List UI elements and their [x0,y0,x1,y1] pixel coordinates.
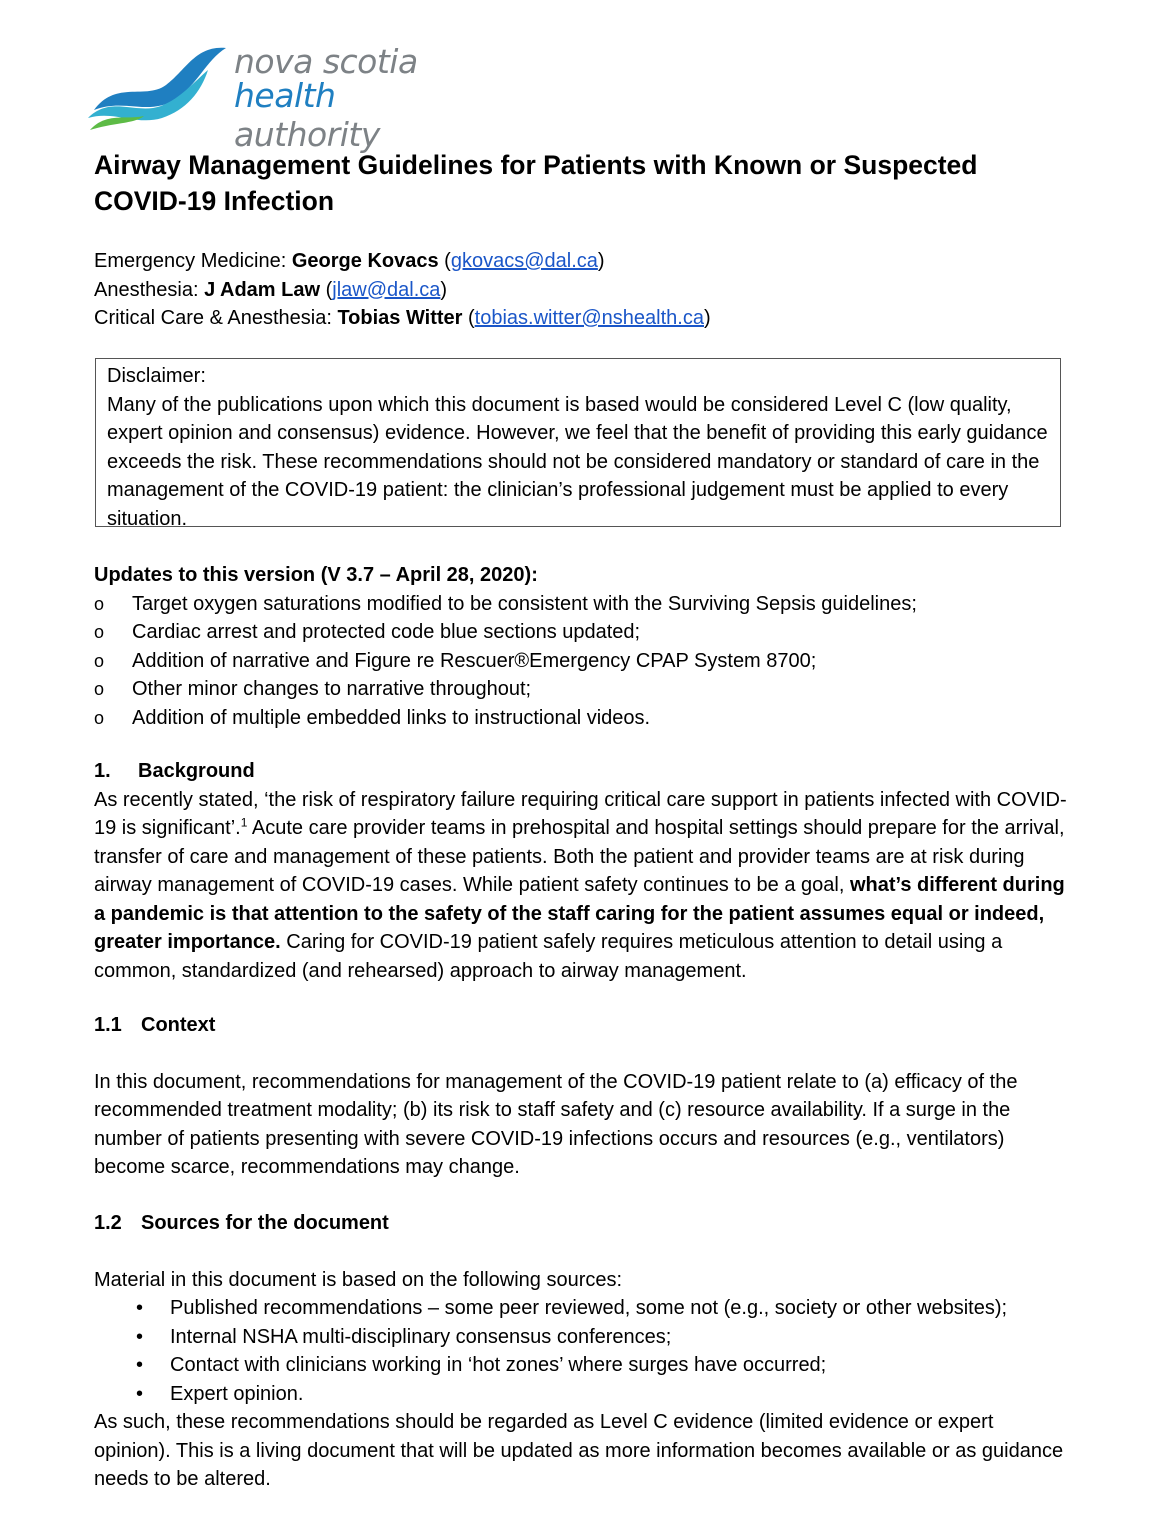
author-line [94,276,1054,305]
list-item-text: Other minor changes to narrative throughout; [132,678,532,700]
list-item [94,590,1074,619]
author-line [94,304,1054,333]
circle-bullet-icon: o [94,679,105,699]
list-item-text: Contact with clinicians working in ‘hot zones’ where surges have occurred; [170,1354,827,1376]
list-item [94,675,1074,704]
list-item [94,1351,1074,1380]
list-item-text: Cardiac arrest and protected code blue sections updated; [132,621,641,643]
list-item-text: Target oxygen saturations modified to be consistent with the Surviving Sepsis guidelines; [132,592,917,615]
background-paragraph [94,786,1074,986]
list-item [94,1323,1074,1352]
paren-open: ( [320,278,333,301]
updates-heading: Updates to this version (V 3.7 – April 28, 2020): [94,564,538,586]
section-heading [94,1209,1074,1238]
list-item-text: Internal NSHA multi-disciplinary consensus conferences; [170,1325,672,1348]
author-role: Anesthesia: [94,278,205,301]
list-item [94,647,1074,676]
circle-bullet-icon: o [94,707,105,728]
list-item [94,618,1074,647]
list-item-text: Published recommendations – some peer reviewed, some not (e.g., society or other websites); [170,1297,1008,1319]
emphasis-text: what’s different during a pandemic is that attention to the safety of the staff caring for the patient assumes equal or indeed, greater importance. [94,874,1065,953]
list-item [94,1380,1074,1409]
email-link[interactable]: gkovacs@dal.ca [450,250,598,272]
document-title: Airway Management Guidelines for Patients with Known or Suspected COVID-19 Infection [94,150,978,216]
paren-open: ( [462,307,475,329]
circle-bullet-icon: o [94,622,105,642]
paragraph-text: Acute care provider teams in prehospital and hospital settings should prepare for the arrival, transfer of care and management of these patients. Both the patient and provider teams are at risk during airway management of COVID-19 cases. While patient safety continues to be a goal, [94,817,1065,896]
updates-section [94,561,1074,732]
author-role: Critical Care & Anesthesia: [94,307,338,329]
author-name: J Adam Law [204,278,321,301]
bullet-icon: • [136,1297,144,1319]
section-number: 1. [94,760,111,782]
paren-close: ) [440,278,448,301]
section-title: Sources for the document [141,1212,389,1234]
section-heading [94,1011,1074,1040]
list-item [94,704,1074,733]
circle-bullet-icon: o [94,593,105,614]
paragraph-text: As recently stated, ‘the risk of respiratory failure requiring critical care support in patients infected with COVID-19 is significant’. [94,788,1067,839]
bullet-icon: • [136,1325,144,1348]
paren-close: ) [703,307,711,329]
logo-line2-rest: authority [234,115,380,154]
disclaimer-box [95,358,1061,530]
bullet-icon: • [136,1354,144,1376]
sources-section [94,1209,1074,1494]
author-line [94,247,1054,276]
disclaimer-body: Many of the publications upon which this document is based would be considered Level C (low quality, expert opinion and consensus) evidence. However, we feel that the benefit of providing this early guidance exceeds the risk. These recommendations should not be considered mandatory or standard of care in the management of the COVID-19 patient: the clinician’s professional judgement must be applied to every situation. [107,393,1048,530]
email-link[interactable]: tobias.witter@nshealth.ca [474,307,704,329]
context-paragraph: In this document, recommendations for management of the COVID-19 patient relate to (a) efficacy of the recommended treatment modality; (b) its risk to staff safety and (c) resource availability. If a surge in the number of patients presenting with severe COVID-19 infections occurs and resources (e.g., ventilators) become scarce, recommendations may change. [94,1070,1018,1178]
list-item [94,1294,1074,1323]
disclaimer-label: Disclaimer: [107,365,206,387]
authors-block [94,247,1054,333]
author-name: Tobias Witter [337,307,463,329]
bullet-icon: • [136,1382,144,1405]
background-section [94,757,1074,985]
section-heading [94,757,1074,786]
context-section [94,1011,1074,1182]
section-title: Context [141,1014,216,1036]
section-number: 1.1 [94,1014,122,1036]
sources-intro: Material in this document is based on the following sources: [94,1268,623,1291]
section-number: 1.2 [94,1212,122,1234]
sources-outro: As such, these recommendations should be regarded as Level C evidence (limited evidence or expert opinion). This is a living document that will be updated as more information becomes available or as guidance needs to be altered. [94,1411,1064,1490]
paragraph-text: Caring for COVID-19 patient safely requires meticulous attention to detail using a common, standardized (and rehearsed) approach to airway management. [94,931,1003,982]
footnote-ref: 1 [240,815,248,830]
paren-open: ( [438,250,451,272]
updates-list [94,590,1074,733]
author-role: Emergency Medicine: [94,250,292,272]
logo-line2 [234,76,486,154]
email-link[interactable]: jlaw@dal.ca [332,278,441,301]
nsha-logo [86,40,486,154]
list-item-text: Expert opinion. [170,1382,304,1405]
sources-list [94,1294,1074,1408]
list-item-text: Addition of multiple embedded links to instructional videos. [132,706,651,729]
paren-close: ) [597,250,605,272]
circle-bullet-icon: o [94,650,105,671]
author-name: George Kovacs [291,250,439,272]
list-item-text: Addition of narrative and Figure re Rescuer®Emergency CPAP System 8700; [132,649,817,672]
nsha-wave-icon [86,40,236,135]
logo-line2-accent: health [234,76,336,115]
section-title: Background [138,760,255,782]
logo-line1: nova scotia [234,42,418,81]
